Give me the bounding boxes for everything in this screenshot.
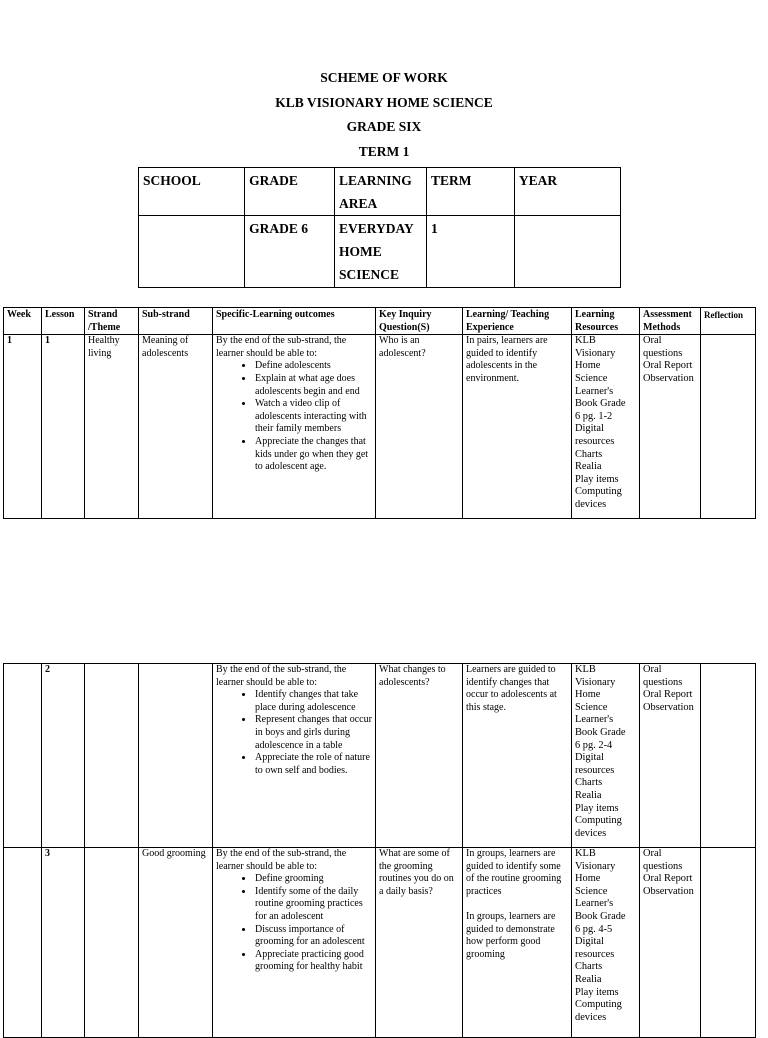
resource-line: Charts — [575, 961, 603, 973]
outcomes-list — [216, 689, 372, 777]
cell-reflection — [701, 664, 756, 848]
column-header-reflection: Reflection — [701, 308, 756, 335]
cell-inquiry-question: Who is an adolescent? — [376, 335, 463, 519]
info-value-term: 1 — [426, 216, 514, 288]
column-header-experience: Learning/ Teaching Experience — [463, 308, 572, 335]
title-term: TERM 1 — [358, 143, 410, 159]
outcomes-intro: By the end of the sub-strand, the learner should be able to: — [216, 848, 347, 872]
column-header-outcomes: Specific-Learning outcomes — [213, 308, 376, 335]
info-value-grade: GRADE 6 — [245, 216, 335, 288]
cell-inquiry-question: What are some of the grooming routines you do on a daily basis? — [376, 848, 463, 1038]
resource-line: Play items — [575, 986, 619, 998]
list-item: • Appreciate the role of nature to own self and bodies. — [254, 752, 372, 777]
resource-line: Computing — [575, 815, 622, 827]
table-row — [4, 848, 756, 1038]
list-item: • Define adolescents — [254, 360, 372, 373]
info-header-grade: GRADE — [245, 168, 335, 216]
outcomes-list — [216, 873, 372, 974]
assessment-line: questions — [643, 676, 683, 688]
cell-substrand — [139, 664, 213, 848]
scheme-table-page-1 — [3, 307, 756, 519]
assessment-line: Oral Report — [643, 873, 693, 885]
resource-line: Learner's — [575, 714, 614, 726]
scheme-table-page-2 — [3, 663, 756, 1038]
resource-line: devices — [575, 1011, 607, 1023]
document-title-block — [0, 66, 768, 164]
assessment-line: Oral — [643, 335, 662, 347]
cell-outcomes — [213, 848, 376, 1038]
cell-inquiry-question: What changes to adolescents? — [376, 664, 463, 848]
outcomes-list — [216, 360, 372, 473]
resource-line: resources — [575, 764, 615, 776]
resource-line: Play items — [575, 473, 619, 485]
cell-lesson: 3 — [42, 848, 85, 1038]
table-row — [4, 664, 756, 848]
assessment-line: questions — [643, 860, 683, 872]
resource-line: KLB — [575, 335, 596, 347]
resource-line: Charts — [575, 777, 603, 789]
resource-line: Home — [575, 873, 601, 885]
resource-line: Digital — [575, 936, 604, 948]
cell-assessment — [640, 664, 701, 848]
experience-paragraph: In groups, learners are guided to identify some of the routine grooming practices — [466, 848, 562, 897]
resource-line: Visionary — [575, 347, 616, 359]
info-header-year: YEAR — [514, 168, 620, 216]
resource-line: devices — [575, 498, 607, 510]
list-item: • Explain at what age does adolescents begin and end — [254, 373, 372, 398]
list-item: • Represent changes that occur in boys and girls during adolescence in a table — [254, 714, 372, 752]
resource-line: Book Grade — [575, 398, 626, 410]
resource-line: resources — [575, 435, 615, 447]
cell-lesson: 2 — [42, 664, 85, 848]
list-item: • Define grooming — [254, 873, 372, 886]
assessment-line: Oral Report — [643, 689, 693, 701]
resource-line: KLB — [575, 848, 596, 859]
column-header-assessment: Assessment Methods — [640, 308, 701, 335]
cell-assessment — [640, 335, 701, 519]
column-header-lesson: Lesson — [42, 308, 85, 335]
list-item: • Discuss importance of grooming for an adolescent — [254, 924, 372, 949]
resource-line: Book Grade — [575, 910, 626, 922]
resource-line: Computing — [575, 999, 622, 1011]
column-header-inquiry-question: Key Inquiry Question(S) — [376, 308, 463, 335]
info-header-school: SCHOOL — [139, 168, 245, 216]
resource-line: Learner's — [575, 898, 614, 910]
column-header-week: Week — [4, 308, 42, 335]
resource-line: Realia — [575, 789, 602, 801]
cell-reflection — [701, 848, 756, 1038]
list-item: • Watch a video clip of adolescents interacting with their family members — [254, 398, 372, 436]
resource-line: Book Grade — [575, 726, 626, 738]
assessment-line: Observation — [643, 701, 694, 713]
resource-line: Home — [575, 689, 601, 701]
outcomes-intro: By the end of the sub-strand, the learner should be able to: — [216, 664, 347, 688]
cell-experience — [463, 848, 572, 1038]
cell-substrand: Good grooming — [139, 848, 213, 1038]
resource-line: Realia — [575, 461, 602, 473]
cell-substrand: Meaning of adolescents — [139, 335, 213, 519]
resource-line: 6 pg. 4-5 — [575, 923, 613, 935]
cell-assessment — [640, 848, 701, 1038]
cell-experience — [463, 664, 572, 848]
resource-line: Computing — [575, 486, 622, 498]
cell-week — [4, 664, 42, 848]
resource-line: Science — [575, 885, 608, 897]
resource-line: Digital — [575, 752, 604, 764]
cell-experience — [463, 335, 572, 519]
resource-line: 6 pg. 1-2 — [575, 410, 613, 422]
resource-line: Home — [575, 360, 601, 372]
experience-paragraph: In pairs, learners are guided to identify adolescents in the environment. — [466, 335, 548, 384]
title-grade: GRADE SIX — [346, 119, 422, 134]
assessment-line: Oral Report — [643, 360, 693, 372]
resource-line: Realia — [575, 973, 602, 985]
info-header-learning-area: LEARNING AREA — [335, 168, 427, 216]
cell-lesson: 1 — [42, 335, 85, 519]
resource-line: KLB — [575, 664, 596, 675]
column-header-row — [4, 308, 756, 335]
resource-line: Charts — [575, 448, 603, 460]
list-item: • Identify changes that take place during adolescence — [254, 689, 372, 714]
cell-resources — [572, 335, 640, 519]
cell-week: 1 — [4, 335, 42, 519]
resource-line: Visionary — [575, 676, 616, 688]
title-publisher: KLB VISIONARY HOME SCIENCE — [275, 94, 493, 110]
list-item: • Appreciate the changes that kids under go when they get to adolescent age. — [254, 436, 372, 474]
school-info-table — [138, 167, 621, 288]
experience-paragraph: In groups, learners are guided to demonstrate how perform good grooming — [466, 910, 556, 960]
column-header-resources: Learning Resources — [572, 308, 640, 335]
resource-line: Play items — [575, 802, 619, 814]
cell-resources — [572, 848, 640, 1038]
title-scheme-of-work: SCHEME OF WORK — [320, 70, 448, 85]
resource-line: Visionary — [575, 860, 616, 872]
outcomes-intro: By the end of the sub-strand, the learner should be able to: — [216, 335, 347, 359]
info-value-school — [139, 216, 245, 288]
table-row — [4, 335, 756, 519]
resource-line: Science — [575, 701, 608, 713]
assessment-line: Observation — [643, 885, 694, 897]
cell-strand — [85, 848, 139, 1038]
cell-outcomes — [213, 335, 376, 519]
info-value-year — [514, 216, 620, 288]
assessment-line: Observation — [643, 372, 694, 384]
assessment-line: Oral — [643, 664, 662, 675]
cell-week — [4, 848, 42, 1038]
resource-line: Science — [575, 372, 608, 384]
resource-line: resources — [575, 948, 615, 960]
cell-resources — [572, 664, 640, 848]
list-item: • Appreciate practicing good grooming for healthy habit — [254, 949, 372, 974]
cell-strand — [85, 664, 139, 848]
resource-line: Digital — [575, 423, 604, 435]
info-header-term: TERM — [426, 168, 514, 216]
resource-line: Learner's — [575, 385, 614, 397]
resource-line: devices — [575, 827, 607, 839]
assessment-line: Oral — [643, 848, 662, 859]
resource-line: 6 pg. 2-4 — [575, 739, 613, 751]
cell-strand: Healthy living — [85, 335, 139, 519]
column-header-strand: Strand /Theme — [85, 308, 139, 335]
cell-outcomes — [213, 664, 376, 848]
assessment-line: questions — [643, 347, 683, 359]
cell-reflection — [701, 335, 756, 519]
experience-paragraph: Learners are guided to identify changes that occur to adolescents at this stage. — [466, 664, 557, 713]
list-item: • Identify some of the daily routine grooming practices for an adolescent — [254, 886, 372, 924]
column-header-substrand: Sub-strand — [139, 308, 213, 335]
info-value-learning-area: EVERYDAY HOME SCIENCE — [335, 216, 427, 288]
